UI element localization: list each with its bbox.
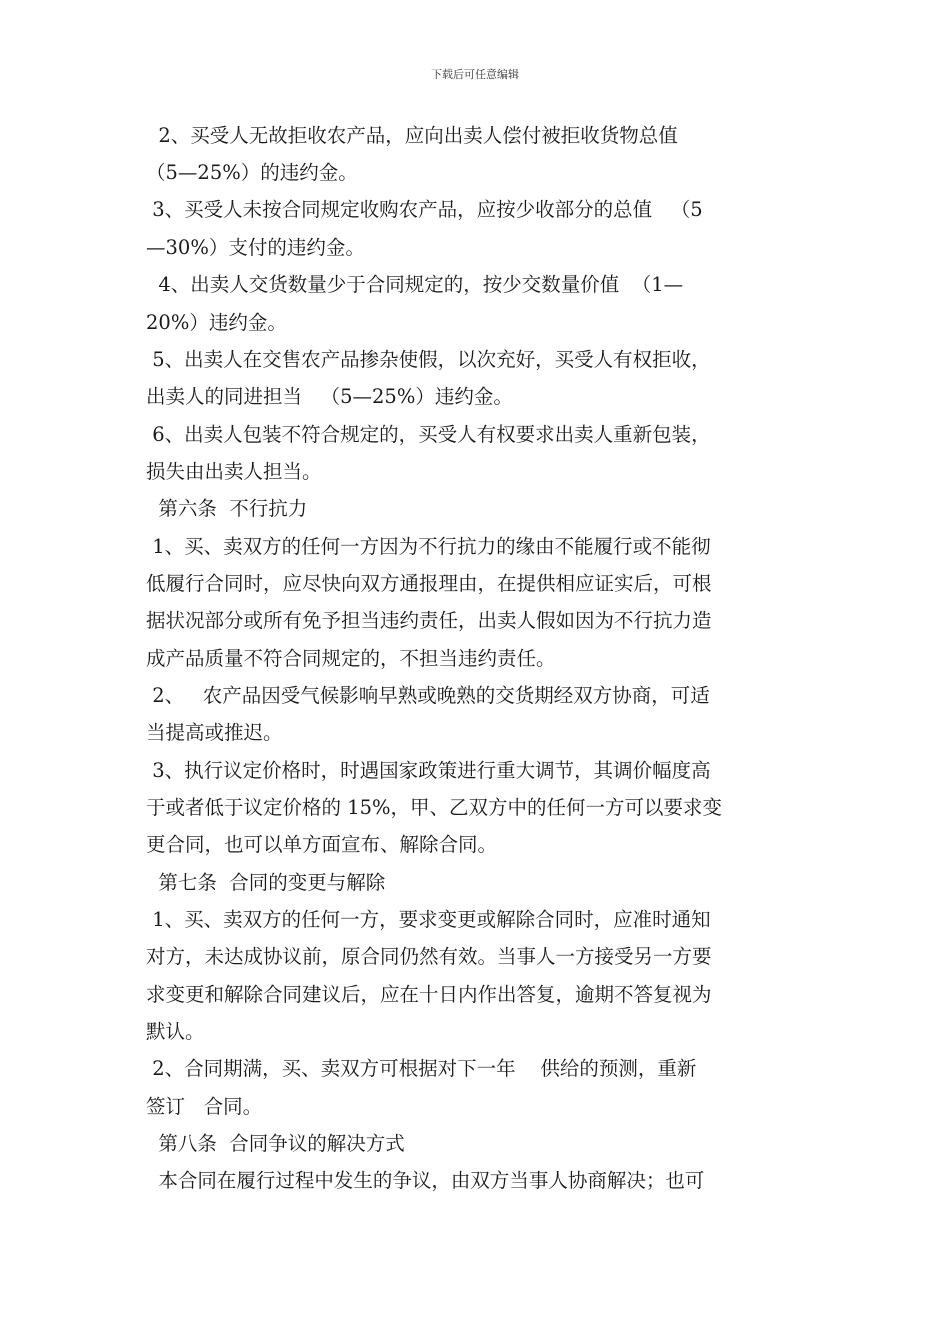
section-heading: 第八条 合同争议的解决方式: [146, 1132, 405, 1155]
text-line: 签订 合同。: [146, 1095, 263, 1118]
text-line: 6、出卖人包装不符合规定的，买受人有权要求出卖人重新包装，: [146, 423, 711, 446]
text-line: 默认。: [146, 1020, 205, 1043]
text-line: 5、出卖人在交售农产品掺杂使假，以次充好，买受人有权拒收，: [146, 348, 711, 371]
page-header-note: 下载后可任意编辑: [431, 68, 519, 81]
text-line: 2、买受人无故拒收农产品，应向出卖人偿付被拒收货物总值: [146, 124, 678, 147]
text-line: 出卖人的同进担当 （5—25%）违约金。: [146, 385, 513, 408]
text-line: 于或者低于议定价格的 15%，甲、乙双方中的任何一方可以要求变: [146, 796, 723, 819]
text-line: 对方，未达成协议前，原合同仍然有效。当事人一方接受另一方要: [146, 945, 712, 968]
text-line: 1、买、卖双方的任何一方，要求变更或解除合同时，应准时通知: [146, 908, 711, 931]
text-line: 20%）违约金。: [146, 311, 287, 334]
text-line: 成产品质量不符合同规定的，不担当违约责任。: [146, 647, 556, 670]
text-line: 1、买、卖双方的任何一方因为不行抗力的缘由不能履行或不能彻: [146, 535, 711, 558]
text-line: 低履行合同时，应尽快向双方通报理由，在提供相应证实后，可根: [146, 572, 712, 595]
text-line: 损失由出卖人担当。: [146, 460, 322, 483]
text-line: 求变更和解除合同建议后，应在十日内作出答复，逾期不答复视为: [146, 983, 712, 1006]
text-line: 2、 农产品因受气候影响早熟或晚熟的交货期经双方协商，可适: [146, 684, 710, 707]
text-line: 据状况部分或所有免予担当违约责任，出卖人假如因为不行抗力造: [146, 609, 712, 632]
text-line: （5—25%）的违约金。: [146, 161, 358, 184]
section-heading: 第六条 不行抗力: [146, 497, 308, 520]
text-line: 3、买受人未按合同规定收购农产品，应按少收部分的总值 （5: [146, 198, 703, 221]
text-line: 4、出卖人交货数量少于合同规定的，按少交数量价值 （1—: [146, 273, 684, 296]
text-line: 2、合同期满，买、卖双方可根据对下一年 供给的预测，重新: [146, 1057, 697, 1080]
text-line: 当提高或推迟。: [146, 721, 283, 744]
text-line: 本合同在履行过程中发生的争议，由双方当事人协商解决；也可: [146, 1169, 705, 1192]
section-heading: 第七条 合同的变更与解除: [146, 871, 386, 894]
text-line: 更合同，也可以单方面宣布、解除合同。: [146, 833, 498, 856]
text-line: 3、执行议定价格时，时遇国家政策进行重大调节，其调价幅度高: [146, 759, 711, 782]
text-line: —30%）支付的违约金。: [146, 236, 365, 259]
